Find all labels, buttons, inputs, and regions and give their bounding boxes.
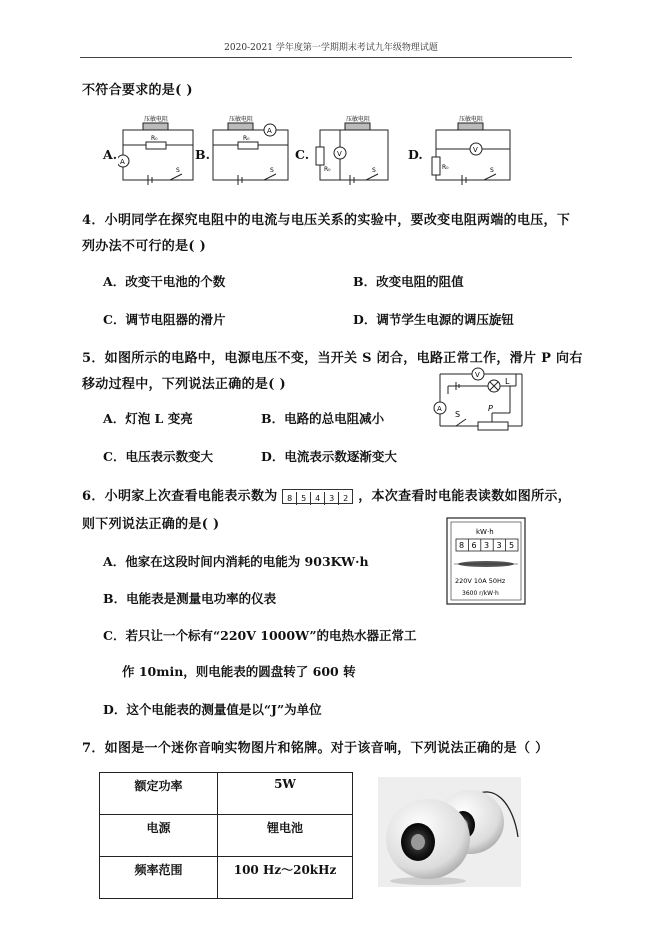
table-row	[100, 815, 353, 857]
header-rule	[80, 57, 572, 58]
q3-c-r-label: R₀	[324, 166, 331, 173]
q3-b-r-label: R₀	[243, 135, 250, 142]
prev-digit: 4	[311, 492, 325, 505]
q3-b-switch-label: S	[270, 167, 274, 174]
q6-meter-revolutions: 3600 r/kW·h	[462, 590, 499, 597]
prev-digit: 5	[297, 492, 311, 505]
q6-option-a[interactable]: A．他家在这段时间内消耗的电能为 903KW·h	[103, 554, 369, 569]
q3-d-meter-label: V	[473, 146, 478, 154]
q3-a-sensor-label: 压敏电阻	[144, 116, 169, 123]
q3-b-meter-label: A	[267, 127, 272, 135]
exam-header: 2020-2021 学年度第一学期期末考试九年级物理试题	[224, 43, 438, 53]
q5-voltmeter-label: V	[475, 371, 480, 379]
q3-b-sensor-label: 压敏电阻	[229, 116, 254, 123]
q7-spec-table	[99, 772, 353, 899]
q6-option-c-line2[interactable]: 作 10min，则电能表的圆盘转了 600 转	[122, 664, 356, 679]
q6-option-b[interactable]: B．电能表是测量电功率的仪表	[103, 591, 277, 606]
q4-option-a[interactable]: A．改变干电池的个数	[103, 274, 226, 289]
table-row	[100, 773, 353, 815]
q3-option-b-letter[interactable]: B.	[195, 147, 210, 162]
q6-stem-line2: 则下列说法正确的是( )	[82, 517, 220, 532]
q3-option-c-letter[interactable]: C.	[295, 147, 310, 162]
q4-option-b[interactable]: B．改变电阻的阻值	[353, 274, 464, 289]
q5-option-a[interactable]: A．灯泡 L 变亮	[103, 411, 193, 426]
q3-c-meter-label: V	[337, 150, 342, 158]
prev-digit: 2	[343, 494, 349, 503]
q6-previous-reading	[282, 489, 353, 504]
q6-meter-rating: 220V 10A 50Hz	[455, 577, 506, 585]
q3-option-d-letter[interactable]: D.	[408, 147, 423, 162]
q3-a-switch-label: S	[176, 167, 180, 174]
meter-digit: 5	[509, 541, 515, 550]
q6-meter-unit: kW·h	[476, 528, 494, 536]
q3-circuit-c	[310, 113, 392, 188]
q6-stem-line1	[82, 485, 571, 504]
q5-slider-label: P	[488, 404, 493, 413]
q4-stem-line1: 4．小明同学在探究电阻中的电流与电压关系的实验中，要改变电阻两端的电压，下	[82, 213, 571, 228]
meter-digit: 3	[484, 541, 490, 550]
spec-value: 锂电池	[218, 815, 353, 857]
prev-digit: 3	[325, 492, 339, 505]
meter-digit: 6	[471, 541, 477, 550]
q3-c-sensor-label: 压敏电阻	[346, 116, 371, 123]
q3-stem: 不符合要求的是( )	[82, 83, 193, 98]
q3-d-sensor-label: 压敏电阻	[459, 116, 484, 123]
q3-option-a-letter[interactable]: A.	[103, 147, 118, 162]
q5-ammeter-label: A	[437, 405, 442, 413]
prev-digit: 8	[283, 492, 297, 505]
q5-lamp-label: L	[505, 377, 510, 386]
q5-circuit-figure	[430, 364, 530, 434]
meter-digit: 3	[496, 541, 502, 550]
spec-label: 频率范围	[100, 857, 218, 899]
q6-stem-part1: 6．小明家上次查看电能表示数为	[82, 489, 278, 504]
q4-stem-line2: 列办法不可行的是( )	[82, 239, 207, 254]
q5-stem-line1: 5．如图所示的电路中，电源电压不变，当开关 S 闭合，电路正常工作，滑片 P 向右	[82, 351, 583, 366]
spec-value: 100 Hz～20kHz	[218, 857, 353, 899]
q3-a-meter-label: A	[120, 158, 125, 166]
q3-d-switch-label: S	[490, 167, 494, 174]
q6-energy-meter-figure	[446, 517, 526, 607]
q3-circuit-b	[208, 113, 294, 188]
q5-stem-line2: 移动过程中，下列说法正确的是( )	[82, 377, 286, 392]
q6-option-c-line1[interactable]: C．若只让一个标有“220V 1000W”的电热水器正常工	[103, 628, 417, 643]
q3-c-switch-label: S	[372, 167, 376, 174]
q4-option-c[interactable]: C．调节电阻器的滑片	[103, 312, 226, 327]
spec-value: 5W	[218, 773, 353, 815]
q3-a-r-label: R₀	[151, 135, 158, 142]
spec-label: 额定功率	[100, 773, 218, 815]
q5-option-b[interactable]: B．电路的总电阻减小	[261, 411, 385, 426]
q5-option-d[interactable]: D．电流表示数逐渐变大	[261, 449, 397, 464]
q5-option-c[interactable]: C．电压表示数变大	[103, 449, 213, 464]
q5-switch-label: S	[455, 410, 461, 419]
q3-circuit-d	[428, 113, 514, 188]
table-row	[100, 857, 353, 899]
q3-circuit-a	[118, 113, 198, 188]
q7-stem: 7．如图是一个迷你音响实物图片和铭牌。对于该音响，下列说法正确的是（ ）	[82, 741, 549, 756]
q7-speaker-photo	[378, 777, 521, 887]
meter-digit: 8	[459, 541, 465, 550]
q6-option-d[interactable]: D．这个电能表的测量值是以“J”为单位	[103, 702, 322, 717]
spec-label: 电源	[100, 815, 218, 857]
q3-d-r-label: R₀	[442, 164, 449, 171]
q6-stem-part2: ，本次查看时电能表读数如图所示，	[358, 489, 572, 504]
q4-option-d[interactable]: D．调节学生电源的调压旋钮	[353, 312, 514, 327]
